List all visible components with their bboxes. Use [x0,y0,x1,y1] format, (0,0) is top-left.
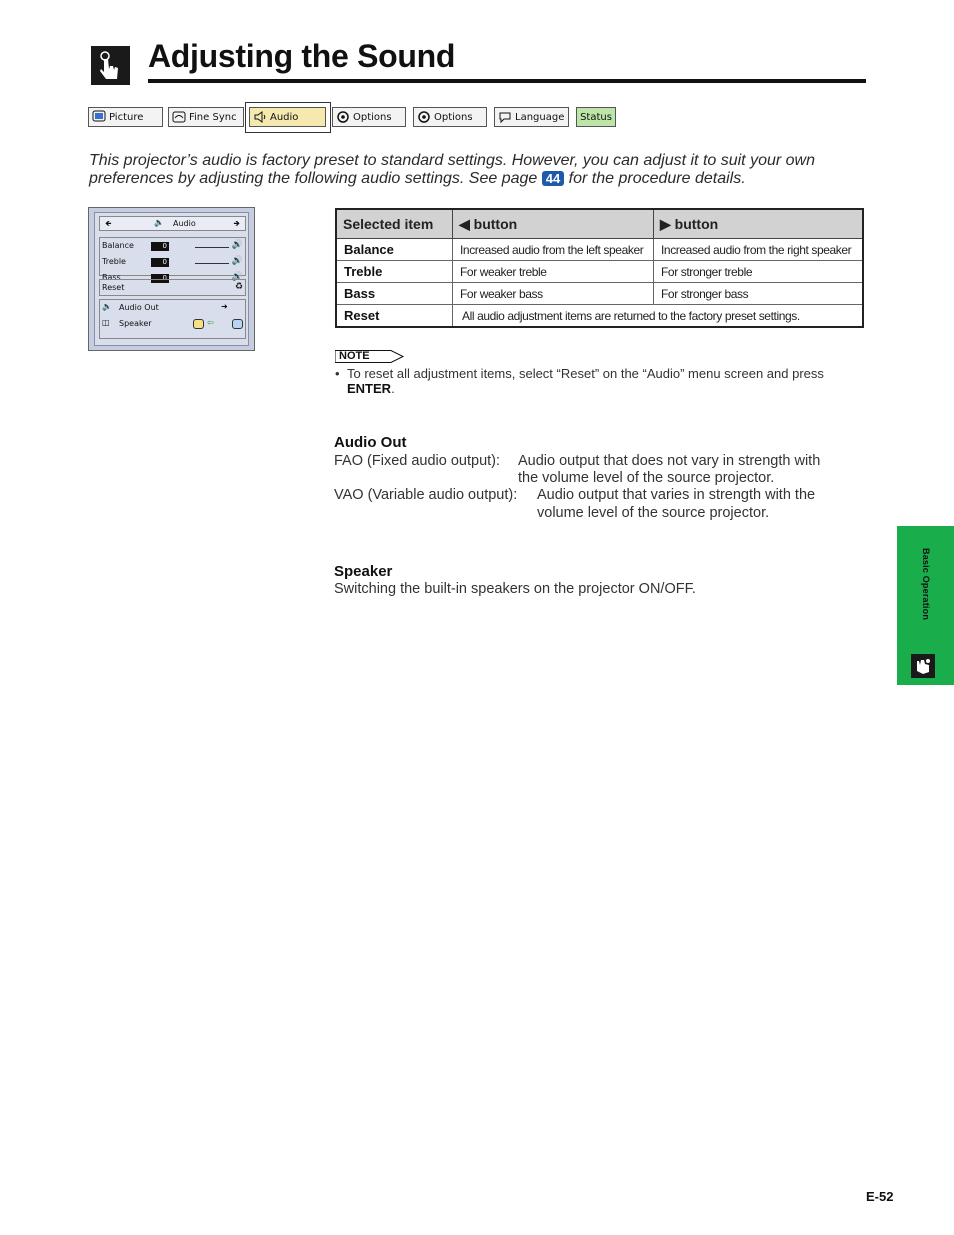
monitor-icon [92,110,106,124]
page-title: Adjusting the Sound [148,38,456,74]
sync-icon [172,110,186,124]
table-header-row [336,209,863,239]
osd-row-treble [99,257,246,270]
tab-picture[interactable] [88,107,163,127]
tab-options-1[interactable] [332,107,406,127]
speaker-icon: 🔈 [154,218,164,227]
enter-key-label: ENTER [347,381,392,396]
on-indicator [193,319,204,329]
intro-paragraph [89,152,875,188]
arrow-left-icon: ⇦ [207,318,214,327]
table-header: Selected item [336,209,453,239]
osd-row-label: Treble [102,257,126,266]
osd-row-label: Audio Out [119,303,159,312]
speaker-icon: 🔈 [102,302,112,311]
fao-term: FAO (Fixed audio output): [334,453,501,469]
table-header: ◀ button [453,209,654,239]
osd-row-value: 0 [151,274,169,283]
table-cell: For weaker treble [453,261,654,283]
side-tab-label: Basic Operation [921,548,931,621]
reset-icon: ♻ [234,282,243,292]
note-text [335,366,870,396]
hand-pointer-icon [911,654,935,678]
vao-description: volume level of the source projector. [537,505,770,521]
vao-description: Audio output that varies in strength with the [537,487,816,503]
osd-row-label: Reset [102,283,125,292]
table-cell: For stronger bass [654,283,864,305]
arrow-right-icon: 🡺 [233,219,240,228]
title-rule [148,79,866,83]
speaker-description: Switching the built-in speakers on the projector ON/OFF. [334,581,696,597]
osd-title: Audio [173,219,196,228]
tab-audio[interactable] [249,107,326,127]
vao-term: VAO (Variable audio output): [334,487,518,503]
speaker-box-icon: ◫ [102,318,110,327]
table-cell: Increased audio from the left speaker [453,239,654,261]
osd-row-value: 0 [151,242,169,251]
osd-row-speaker [99,319,246,332]
intro-text: This projector’s audio is factory preset to standard settings. However, you can adjust it to suit your own preferences by adjusting the following audio settings. See page [89,152,815,187]
tab-label: Language [515,111,565,123]
tab-label: Audio [270,111,299,123]
speech-bubble-icon [498,110,512,124]
table-cell-item: Balance [336,239,453,261]
tab-label: Options [353,111,392,123]
fao-description: the volume level of the source projector. [518,470,775,486]
note-bullet: • [335,366,340,381]
hand-pointer-icon [91,46,130,85]
table-row [336,283,863,305]
arrow-right-icon: ➜ [221,302,228,311]
speaker-icon: 🔊 [231,240,243,250]
slider-track [195,247,229,248]
side-tab-basic-operation [897,526,954,685]
note-label: NOTE [339,350,370,362]
tab-label: Status [580,111,612,123]
tab-label: Picture [109,111,144,123]
osd-row-label: Speaker [119,319,152,328]
speaker-icon: 🔊 [231,272,243,282]
tab-fine-sync[interactable] [168,107,244,127]
table-cell-item: Treble [336,261,453,283]
section-heading-speaker: Speaker [334,563,393,580]
audio-settings-table [335,208,864,328]
tab-label: Options [434,111,473,123]
table-cell: Increased audio from the right speaker [654,239,864,261]
table-row [336,239,863,261]
table-cell: For stronger treble [654,261,864,283]
gear-icon [336,110,350,124]
slider-track [195,263,229,264]
osd-row-balance [99,241,246,254]
off-indicator [232,319,243,329]
tab-status[interactable] [576,107,616,127]
note-body: To reset all adjustment items, select “Reset” on the “Audio” menu screen and press [347,366,824,381]
osd-row-label: Balance [102,241,134,250]
table-row [336,305,863,328]
osd-row-value: 0 [151,258,169,267]
fao-description: Audio output that does not vary in strength with [518,453,821,469]
gear-icon [417,110,431,124]
intro-text-end: for the procedure details. [564,170,746,187]
speaker-icon: 🔊 [231,256,243,266]
speaker-icon [253,110,267,124]
osd-row-label: Bass [102,273,121,282]
osd-header [99,216,246,231]
arrow-left-icon: 🡸 [105,219,112,228]
tab-language[interactable] [494,107,569,127]
audio-menu-screenshot [88,207,255,351]
note-badge [335,350,403,363]
tab-label: Fine Sync [189,111,237,123]
table-cell-item: Bass [336,283,453,305]
section-heading-audio-out: Audio Out [334,434,407,451]
osd-row-audio-out [99,303,246,316]
table-header: ▶ button [654,209,864,239]
note-end: . [391,381,395,396]
table-cell: All audio adjustment items are returned to the factory preset settings. [453,305,864,328]
osd-row-reset [99,283,246,296]
table-cell: For weaker bass [453,283,654,305]
page-number: E-52 [866,1189,894,1204]
table-row [336,261,863,283]
table-cell-item: Reset [336,305,453,328]
tab-options-2[interactable] [413,107,487,127]
page-reference-badge[interactable]: 44 [542,171,564,186]
